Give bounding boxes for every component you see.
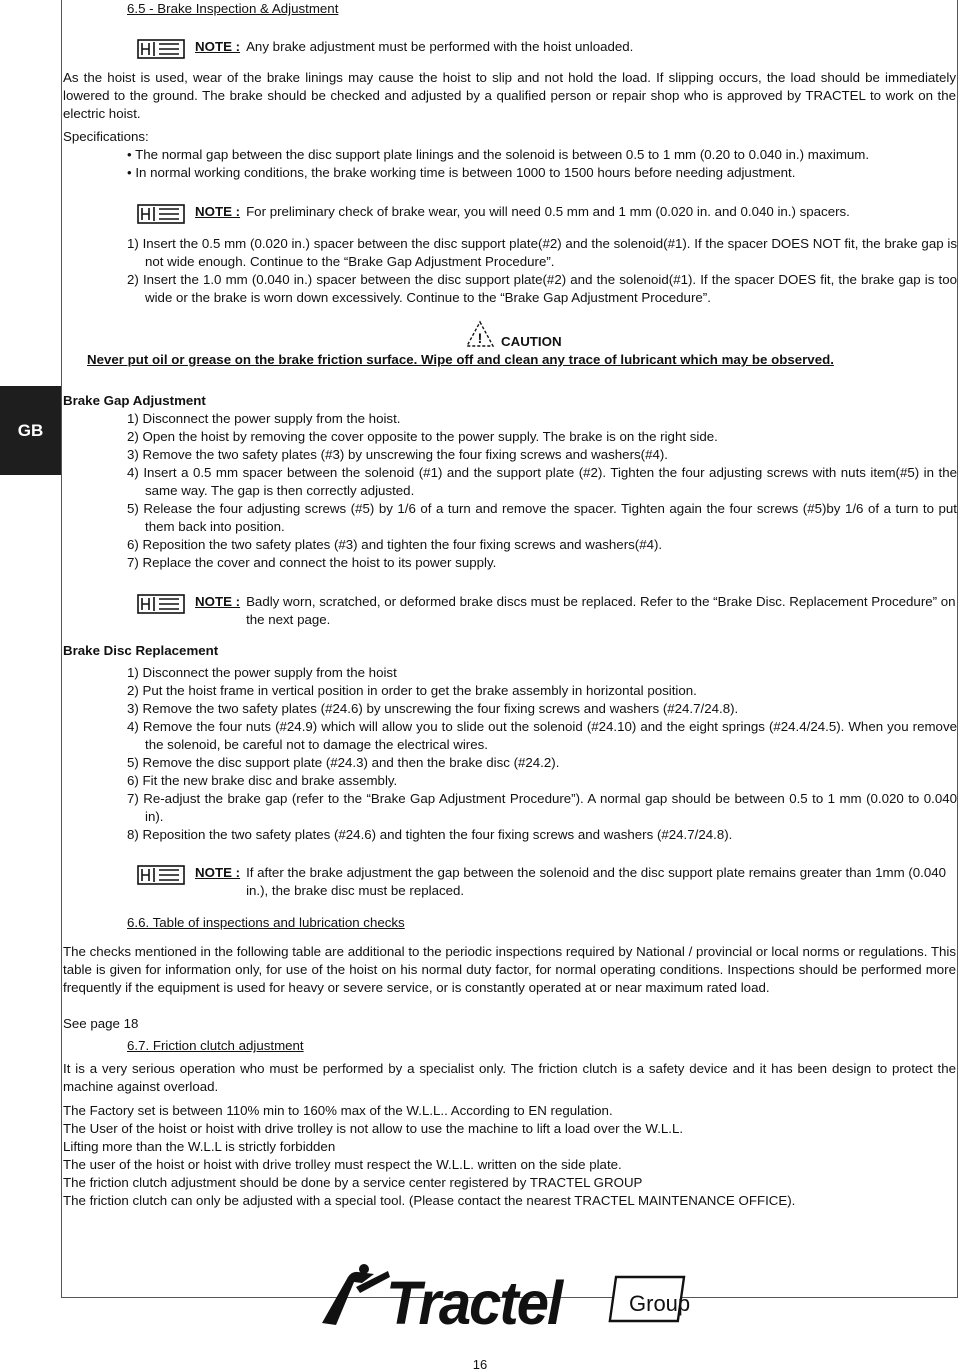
gap-adjustment-steps bbox=[127, 410, 957, 572]
check-steps-list bbox=[127, 235, 957, 307]
svg-text:!: ! bbox=[477, 330, 483, 346]
clutch-line: Lifting more than the W.L.L is strictly forbidden bbox=[63, 1139, 336, 1154]
disc-step: 5) Remove the disc support plate (#24.3) and then the brake disc (#24.2). bbox=[127, 755, 560, 770]
clutch-line: The friction clutch can only be adjusted with a special tool. (Please contact the nearest TRACTEL MAINTENANCE OFFICE). bbox=[63, 1193, 796, 1208]
tractel-group-logo bbox=[318, 1263, 698, 1335]
section-6-7-paragraph: It is a very serious operation who must be performed by a specialist only. The friction clutch is a safety device and it has been design to protect the machine against overload. bbox=[63, 1061, 956, 1094]
note-book-icon bbox=[137, 594, 185, 614]
section-6-6-text: The checks mentioned in the following table are additional to the periodic inspections required by National / provincial or local norms or regulations. This table is given for information only, for use of the hoist on his normal duty factor, for normal operating conditions. Inspections should be performed more frequently if the equipment is used for heavy or severe service, or is constantly operated at or near maximum rated load. bbox=[63, 944, 956, 995]
note-text: Any brake adjustment must be performed with the hoist unloaded. bbox=[246, 39, 634, 54]
gap-step: 4) Insert a 0.5 mm spacer between the solenoid (#1) and the support plate (#2). Tighten the four adjusting screws with nuts item(#5) in the same way. The gap is then correctly adjusted. bbox=[127, 465, 957, 498]
spec-bullet: • In normal working conditions, the brake working time is between 1000 to 1500 hours before needing adjustment. bbox=[127, 165, 796, 180]
note-book-icon bbox=[137, 865, 185, 885]
note-label: NOTE : bbox=[195, 865, 241, 880]
note-text: For preliminary check of brake wear, you will need 0.5 mm and 1 mm (0.020 in. and 0.040 in.) spacers. bbox=[246, 204, 850, 219]
note-book-icon bbox=[137, 39, 185, 59]
caution-text: Never put oil or grease on the brake friction surface. Wipe off and clean any trace of lubricant which may be observed. bbox=[87, 352, 834, 367]
disc-step: 1) Disconnect the power supply from the hoist bbox=[127, 665, 397, 680]
check-step: 2) Insert the 1.0 mm (0.040 in.) spacer between the disc support plate(#2) and the solenoid(#1). If the spacer DOES fit, the brake gap is too wide or the brake is worn down excessively. Continue to the “Brake Gap Adjustment Procedure”. bbox=[127, 272, 957, 305]
disc-step: 8) Reposition the two safety plates (#24.6) and tighten the four fixing screws and washers (#24.7/24.8). bbox=[127, 827, 733, 842]
gap-adjustment-title: Brake Gap Adjustment bbox=[63, 393, 206, 408]
gap-step: 3) Remove the two safety plates (#3) by unscrewing the four fixing screws and washers(#4). bbox=[127, 447, 668, 462]
clutch-line: The friction clutch adjustment should be done by a service center registered by TRACTEL GROUP bbox=[63, 1175, 643, 1190]
intro-paragraph: As the hoist is used, wear of the brake linings may cause the hoist to slip and not hold the load. If slipping occurs, the load should be immediately lowered to the ground. The brake should be checked and adjusted by a qualified person or repair shop who is approved by TRACTEL to work on the electric hoist. bbox=[63, 70, 956, 121]
disc-replacement-title: Brake Disc Replacement bbox=[63, 643, 219, 658]
gap-step: 7) Replace the cover and connect the hoist to its power supply. bbox=[127, 555, 497, 570]
clutch-line: The user of the hoist or hoist with drive trolley must respect the W.L.L. written on the side plate. bbox=[63, 1157, 622, 1172]
note-label: NOTE : bbox=[195, 39, 241, 54]
note-text: Badly worn, scratched, or deformed brake discs must be replaced. Refer to the “Brake Disc. Replacement Procedure” on the next page. bbox=[246, 594, 956, 627]
clutch-line: The User of the hoist or hoist with drive trolley is not allow to use the machine to lift a load over the W.L.L. bbox=[63, 1121, 684, 1136]
section-6-5-title: 6.5 - Brake Inspection & Adjustment bbox=[127, 1, 339, 16]
gap-step: 2) Open the hoist by removing the cover opposite to the power supply. The brake is on the right side. bbox=[127, 429, 718, 444]
clutch-line: The Factory set is between 110% min to 160% max of the W.L.L.. According to EN regulation. bbox=[63, 1103, 613, 1118]
note-book-icon bbox=[137, 204, 185, 224]
note-label: NOTE : bbox=[195, 204, 241, 219]
gap-step: 1) Disconnect the power supply from the hoist. bbox=[127, 411, 401, 426]
note-label: NOTE : bbox=[195, 594, 241, 609]
disc-replacement-steps bbox=[127, 664, 957, 844]
spec-bullet: • The normal gap between the disc support plate linings and the solenoid is between 0.5 to 1 mm (0.20 to 0.040 in.) maximum. bbox=[127, 147, 870, 162]
gap-step: 5) Release the four adjusting screws (#5) by 1/6 of a turn and remove the spacer. Tighten again the four screws (#5)by 1/6 of a turn to put them back into position. bbox=[127, 501, 957, 534]
note-text: If after the brake adjustment the gap between the solenoid and the disc support plate remains greater than 1mm (0.040 in.), the brake disc must be replaced. bbox=[246, 865, 947, 898]
logo-group-text: Group bbox=[629, 1291, 691, 1316]
clutch-lines bbox=[63, 1102, 795, 1210]
section-6-7-title: 6.7. Friction clutch adjustment bbox=[127, 1038, 304, 1053]
specifications-title: Specifications: bbox=[63, 129, 149, 144]
disc-step: 7) Re-adjust the brake gap (refer to the “Brake Gap Adjustment Procedure”). A normal gap should be between 0.5 to 1 mm (0.020 to 0.040 in). bbox=[127, 791, 957, 824]
gap-step: 6) Reposition the two safety plates (#3) and tighten the four fixing screws and washers(#4). bbox=[127, 537, 663, 552]
disc-step: 4) Remove the four nuts (#24.9) which will allow you to slide out the solenoid (#24.10) and the eight springs (#24.4/24.5). When you remove the solenoid, be careful not to damage the electrical wires. bbox=[127, 719, 957, 752]
disc-step: 2) Put the hoist frame in vertical position in order to get the brake assembly in horizontal position. bbox=[127, 683, 697, 698]
disc-step: 3) Remove the two safety plates (#24.6) by unscrewing the four fixing screws and washers (#24.7/24.8). bbox=[127, 701, 739, 716]
language-tab: GB bbox=[0, 386, 61, 475]
disc-step: 6) Fit the new brake disc and brake assembly. bbox=[127, 773, 398, 788]
specifications-list bbox=[127, 146, 957, 182]
section-6-6-title: 6.6. Table of inspections and lubrication checks bbox=[127, 915, 405, 930]
warning-triangle-icon bbox=[465, 319, 495, 349]
check-step: 1) Insert the 0.5 mm (0.020 in.) spacer between the disc support plate(#2) and the solenoid(#1). If the spacer DOES NOT fit, the brake gap is not wide enough. Continue to the “Brake Gap Adjustment Procedure”. bbox=[127, 236, 957, 269]
see-page: See page 18 bbox=[63, 1016, 139, 1031]
caution-label: CAUTION bbox=[501, 334, 562, 349]
logo-brand-text: Tractel bbox=[386, 1268, 562, 1335]
page-number: 16 bbox=[472, 1357, 488, 1372]
